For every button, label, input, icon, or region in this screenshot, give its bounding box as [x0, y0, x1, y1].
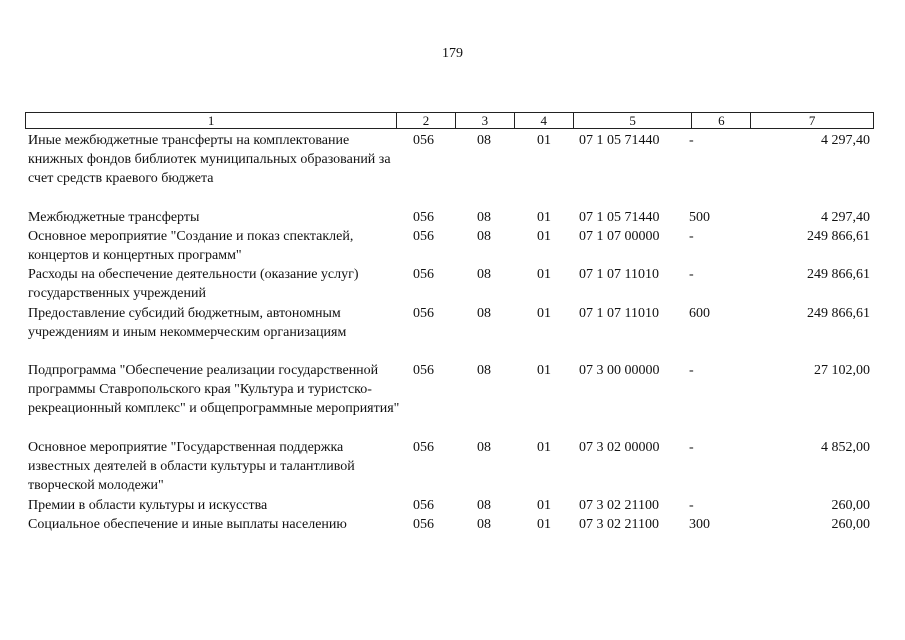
table-row: [25, 265, 874, 303]
row-col4: 01: [537, 210, 551, 225]
row-col5: 07 1 05 71440: [579, 210, 660, 225]
row-col7: 260,00: [831, 498, 870, 513]
row-col6: 300: [689, 517, 710, 532]
row-col5: 07 3 02 00000: [579, 440, 660, 455]
row-col3: 08: [477, 363, 491, 378]
row-col4: 01: [537, 498, 551, 513]
row-col6: -: [689, 267, 694, 282]
row-col7: 249 866,61: [807, 267, 870, 282]
row-col7: 249 866,61: [807, 229, 870, 244]
row-col7: 4 852,00: [821, 440, 870, 455]
row-col2: 056: [413, 517, 434, 532]
row-col6: -: [689, 498, 694, 513]
row-name: Предоставление субсидий бюджетным, автономным учреждениям и иным некоммерческим организациям: [28, 306, 347, 340]
header-cell-4: 4: [515, 113, 574, 128]
row-col5: 07 3 02 21100: [579, 517, 659, 532]
row-col7: 4 297,40: [821, 210, 870, 225]
header-cell-6: 6: [692, 113, 751, 128]
table-header: [25, 112, 874, 129]
row-col2: 056: [413, 498, 434, 513]
row-name: Межбюджетные трансферты: [28, 210, 200, 225]
row-col4: 01: [537, 363, 551, 378]
header-cell-2: 2: [397, 113, 456, 128]
row-col4: 01: [537, 133, 551, 148]
row-col4: 01: [537, 306, 551, 321]
table-row: [25, 361, 874, 418]
row-name: Подпрограмма "Обеспечение реализации государственной программы Ставропольского края "Культура и туристско-рекреационный комплекс" и общепрограммные мероприятия": [28, 363, 400, 416]
row-col5: 07 1 05 71440: [579, 133, 660, 148]
row-col6: -: [689, 440, 694, 455]
header-cell-7: 7: [808, 113, 816, 128]
row-col5: 07 1 07 00000: [579, 229, 660, 244]
row-col3: 08: [477, 267, 491, 282]
row-col5: 07 1 07 11010: [579, 267, 659, 282]
header-cell-3: 3: [456, 113, 515, 128]
row-col3: 08: [477, 229, 491, 244]
row-col7: 4 297,40: [821, 133, 870, 148]
row-col7: 249 866,61: [807, 306, 870, 321]
row-col3: 08: [477, 210, 491, 225]
page-number: 179: [442, 46, 463, 61]
row-name: Основное мероприятие "Государственная поддержка известных деятелей в области культуры и талантливой творческой молодежи": [28, 440, 355, 493]
row-col4: 01: [537, 517, 551, 532]
row-col2: 056: [413, 267, 434, 282]
row-col7: 260,00: [831, 517, 870, 532]
row-col3: 08: [477, 306, 491, 321]
row-col4: 01: [537, 229, 551, 244]
row-name: Иные межбюджетные трансферты на комплектование книжных фондов библиотек муниципальных образований за счет средств краевого бюджета: [28, 133, 391, 186]
row-name: Премии в области культуры и искусства: [28, 498, 268, 513]
row-name: Расходы на обеспечение деятельности (оказание услуг) государственных учреждений: [28, 267, 359, 301]
table-row: [25, 227, 874, 265]
row-col6: -: [689, 363, 694, 378]
row-name: Основное мероприятие "Создание и показ спектаклей, концертов и концертных программ": [28, 229, 354, 263]
row-col3: 08: [477, 133, 491, 148]
row-col5: 07 3 00 00000: [579, 363, 660, 378]
row-col7: 27 102,00: [814, 363, 870, 378]
table-row: [25, 304, 874, 342]
table-row: [25, 131, 874, 188]
row-col2: 056: [413, 440, 434, 455]
header-cell-5: 5: [574, 113, 693, 128]
row-col2: 056: [413, 210, 434, 225]
table-row: [25, 208, 874, 227]
header-cell-1: 1: [26, 113, 397, 128]
table-row: [25, 496, 874, 515]
row-col2: 056: [413, 363, 434, 378]
row-col5: 07 1 07 11010: [579, 306, 659, 321]
row-col2: 056: [413, 133, 434, 148]
row-col6: 600: [689, 306, 710, 321]
row-col5: 07 3 02 21100: [579, 498, 659, 513]
row-col3: 08: [477, 440, 491, 455]
row-col2: 056: [413, 306, 434, 321]
row-col4: 01: [537, 267, 551, 282]
table-row: [25, 515, 874, 534]
row-col6: -: [689, 133, 694, 148]
row-col6: 500: [689, 210, 710, 225]
row-col4: 01: [537, 440, 551, 455]
table-row: [25, 438, 874, 495]
row-name: Социальное обеспечение и иные выплаты населению: [28, 517, 347, 532]
row-col3: 08: [477, 517, 491, 532]
row-col6: -: [689, 229, 694, 244]
row-col3: 08: [477, 498, 491, 513]
row-col2: 056: [413, 229, 434, 244]
